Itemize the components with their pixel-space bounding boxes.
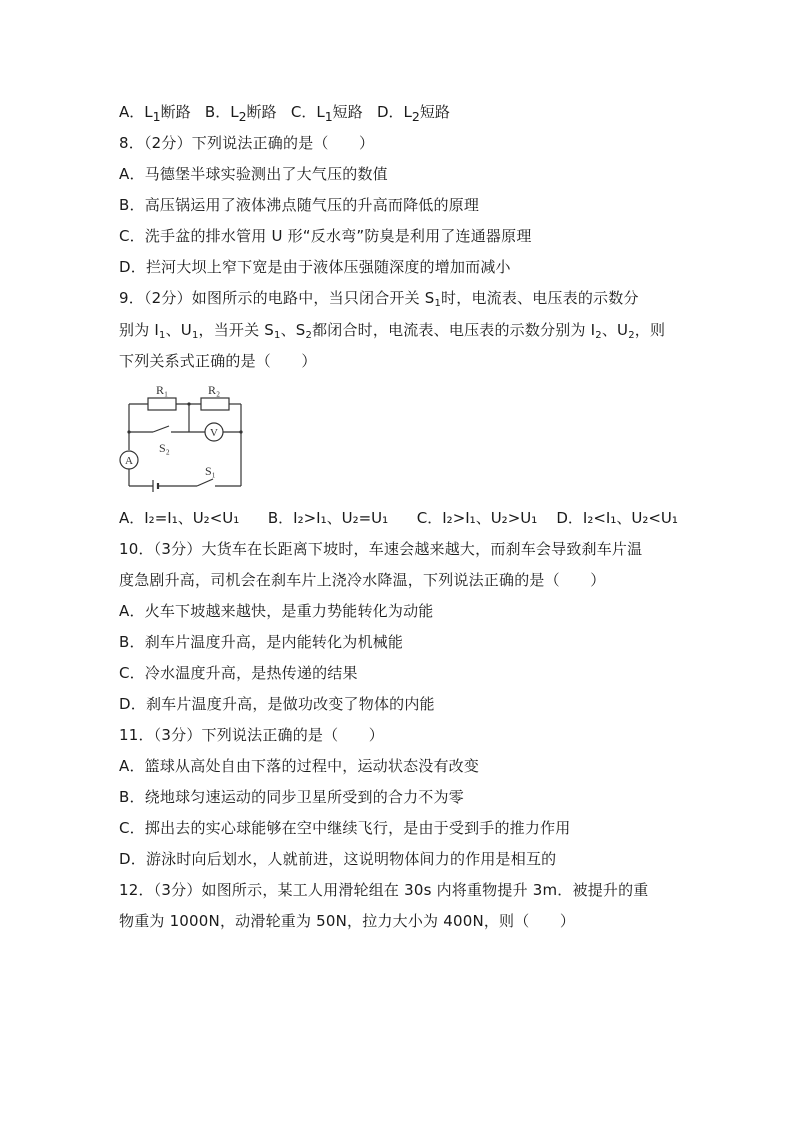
q12-stem-line1: 12．（3分）如图所示，某工人用滑轮组在 30s 内将重物提升 3m．被提升的重 [119,881,649,899]
switch-s2-blade [153,426,169,432]
label-s1: S₁ [205,464,216,478]
circuit-diagram [119,380,249,500]
switch-s1-blade [197,479,213,486]
q10-option-d: D．刹车片温度升高，是做功改变了物体的内能 [119,695,435,713]
label-r2: R₂ [208,383,221,397]
node-top [187,402,190,405]
q11-option-b: B．绕地球匀速运动的同步卫星所受到的合力不为零 [119,788,464,806]
q7-option-c: C．$L_1$短路 [290,103,363,124]
label-a: A [125,455,133,467]
q9-option-d: D．I₂<I₁、U₂<U₁ [556,509,678,527]
node-right [239,430,242,433]
q8-option-c: C．洗手盆的排水管用 U 形“反水弯”防臭是利用了连通器原理 [119,227,532,245]
q10-option-c: C．冷水温度升高，是热传递的结果 [119,664,358,682]
q7-option-b: B．$L_2$断路 [204,103,277,124]
q9-options [119,508,678,528]
label-v: V [210,427,218,439]
resistor-r2 [201,398,229,410]
q10-stem-line2: 度急剧升高，司机会在刹车片上浇冷水降温，下列说法正确的是（ ） [119,571,606,589]
q9-stem-line1: 9．（2分）如图所示的电路中，当只闭合开关 $S_1$时，电流表、电压表的示数分 [119,289,639,309]
q11-option-d: D．游泳时向后划水，人就前进，这说明物体间力的作用是相互的 [119,850,557,868]
q9-option-c: C．I₂>I₁、U₂>U₁ [416,509,538,527]
q7-option-d: D．$L_2$短路 [376,103,450,124]
q9-option-b: B．I₂>I₁、U₂=U₁ [267,509,389,527]
q9-stem-line2: 别为 $I_1$、$U_1$，当开关 $S_1$、$S_2$都闭合时，电流表、电压表的示数分别为 $I_2$、$U_2$，则 [119,321,666,341]
label-s2: S₂ [159,441,170,455]
q9-stem-line3: 下列关系式正确的是（ ） [119,352,317,370]
resistor-r1 [148,398,176,410]
q11-option-a: A．篮球从高处自由下落的过程中，运动状态没有改变 [119,757,480,775]
q7-options [119,102,450,127]
q12-stem-line2: 物重为 1000N，动滑轮重为 50N，拉力大小为 400N，则（ ） [119,912,576,930]
q8-stem: 8．（2分）下列说法正确的是（ ） [119,134,375,152]
label-r1: R₁ [156,383,169,397]
q11-stem: 11．（3分）下列说法正确的是（ ） [119,726,384,744]
q8-option-d: D．拦河大坝上窄下宽是由于液体压强随深度的增加而减小 [119,258,511,276]
q8-option-b: B．高压锅运用了液体沸点随气压的升高而降低的原理 [119,196,480,214]
node-left [127,430,130,433]
q8-option-a: A．马德堡半球实验测出了大气压的数值 [119,165,388,183]
q10-stem-line1: 10．（3分）大货车在长距离下坡时，车速会越来越大，而刹车会导致刹车片温 [119,540,643,558]
q10-option-b: B．刹车片温度升高，是内能转化为机械能 [119,633,404,651]
q10-option-a: A．火车下坡越来越快，是重力势能转化为动能 [119,602,434,620]
q11-option-c: C．掷出去的实心球能够在空中继续飞行，是由于受到手的推力作用 [119,819,571,837]
q7-option-a: A．$L_1$断路 [119,103,191,124]
q9-option-a: A．I₂=I₁、U₂<U₁ [119,509,240,527]
